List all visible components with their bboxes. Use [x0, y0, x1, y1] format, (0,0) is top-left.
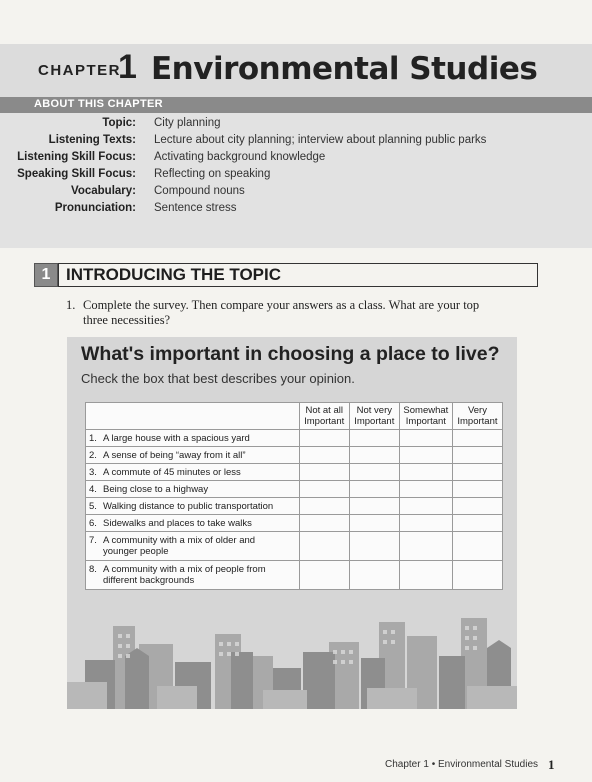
running-footer: Chapter 1 • Environmental Studies [385, 759, 539, 770]
survey-row [86, 447, 503, 464]
info-value: Activating background knowledge [154, 151, 326, 163]
survey-item [86, 498, 300, 515]
survey-item [86, 430, 300, 447]
survey-table [85, 402, 503, 590]
answer-cell-not-very[interactable] [349, 498, 399, 515]
answer-cell-somewhat[interactable] [399, 464, 452, 481]
item-text: Being close to a highway [103, 483, 209, 495]
info-label: Vocabulary: [71, 185, 136, 197]
answer-cell-not-at-all[interactable] [299, 532, 349, 561]
column-header-not-very [349, 403, 399, 430]
chapter-title: Environmental Studies [151, 51, 538, 87]
item-text: Walking distance to public transportation [103, 500, 274, 512]
item-number: 1. [89, 432, 97, 444]
item-number: 2. [89, 449, 97, 461]
column-header-line: Not at all [305, 405, 343, 416]
survey-row [86, 515, 503, 532]
city-skyline-illustration [67, 612, 517, 709]
info-row-topic [0, 117, 592, 134]
info-label: Topic: [102, 117, 136, 129]
item-text: A large house with a spacious yard [103, 432, 250, 444]
column-header-line: Important [457, 416, 498, 427]
survey-item [86, 481, 300, 498]
answer-cell-not-very[interactable] [349, 447, 399, 464]
item-number: 8. [89, 564, 97, 575]
section-title: INTRODUCING THE TOPIC [66, 265, 282, 284]
item-number: 4. [89, 483, 97, 495]
answer-cell-not-very[interactable] [349, 464, 399, 481]
item-number: 5. [89, 500, 97, 512]
item-text: A community with a mix of older and younger people [103, 535, 256, 557]
info-value: City planning [154, 117, 221, 129]
survey-item [86, 464, 300, 481]
answer-cell-very[interactable] [452, 561, 502, 590]
info-label: Listening Texts: [48, 134, 136, 146]
section-number: 1 [34, 263, 58, 287]
info-label: Speaking Skill Focus: [17, 168, 136, 180]
answer-cell-very[interactable] [452, 481, 502, 498]
info-row-pronunciation [0, 202, 592, 219]
answer-cell-very[interactable] [452, 532, 502, 561]
chapter-info-table [0, 117, 592, 219]
answer-cell-not-at-all[interactable] [299, 430, 349, 447]
answer-cell-very[interactable] [452, 447, 502, 464]
survey-row [86, 561, 503, 590]
item-text: Sidewalks and places to take walks [103, 517, 252, 529]
survey-row [86, 481, 503, 498]
answer-cell-somewhat[interactable] [399, 515, 452, 532]
chapter-label: CHAPTER [38, 62, 122, 79]
answer-cell-very[interactable] [452, 498, 502, 515]
survey-subtitle: Check the box that best describes your opinion. [81, 371, 355, 386]
answer-cell-somewhat[interactable] [399, 532, 452, 561]
survey-row [86, 498, 503, 515]
answer-cell-not-at-all[interactable] [299, 447, 349, 464]
answer-cell-somewhat[interactable] [399, 430, 452, 447]
item-number: 7. [89, 535, 97, 546]
survey-row [86, 532, 503, 561]
answer-cell-very[interactable] [452, 464, 502, 481]
answer-cell-not-very[interactable] [349, 532, 399, 561]
instruction-number: 1. [66, 298, 76, 312]
answer-cell-not-at-all[interactable] [299, 464, 349, 481]
info-value: Compound nouns [154, 185, 245, 197]
item-number: 3. [89, 466, 97, 478]
survey-item [86, 532, 300, 561]
column-header-somewhat [399, 403, 452, 430]
column-header-line: Important [304, 416, 345, 427]
answer-cell-very[interactable] [452, 430, 502, 447]
info-row-vocabulary [0, 185, 592, 202]
answer-cell-somewhat[interactable] [399, 561, 452, 590]
survey-header-blank [86, 403, 300, 430]
info-row-speaking-skill [0, 168, 592, 185]
survey-row [86, 464, 503, 481]
answer-cell-somewhat[interactable] [399, 498, 452, 515]
about-chapter-heading: ABOUT THIS CHAPTER [34, 98, 163, 110]
item-number: 6. [89, 517, 97, 529]
info-value: Reflecting on speaking [154, 168, 271, 180]
column-header-very [452, 403, 502, 430]
chapter-number: 1 [118, 48, 137, 86]
info-label: Pronunciation: [54, 202, 136, 214]
column-header-not-at-all [299, 403, 349, 430]
info-row-listening-texts [0, 134, 592, 151]
survey-row [86, 430, 503, 447]
survey-item [86, 515, 300, 532]
survey-item [86, 447, 300, 464]
column-header-line: Important [354, 416, 395, 427]
column-header-line: Not very [356, 405, 392, 416]
answer-cell-not-very[interactable] [349, 515, 399, 532]
answer-cell-somewhat[interactable] [399, 447, 452, 464]
instruction-text: Complete the survey. Then compare your answers as a class. What are your top three necessities? [83, 298, 480, 327]
answer-cell-not-at-all[interactable] [299, 515, 349, 532]
column-header-line: Somewhat [403, 405, 449, 416]
answer-cell-not-at-all[interactable] [299, 498, 349, 515]
page-number: 1 [548, 757, 555, 772]
answer-cell-not-very[interactable] [349, 561, 399, 590]
item-text: A commute of 45 minutes or less [103, 466, 241, 478]
answer-cell-somewhat[interactable] [399, 481, 452, 498]
answer-cell-not-at-all[interactable] [299, 561, 349, 590]
answer-cell-not-very[interactable] [349, 430, 399, 447]
column-header-line: Very [467, 405, 487, 416]
answer-cell-not-at-all[interactable] [299, 481, 349, 498]
info-label: Listening Skill Focus: [17, 151, 136, 163]
answer-cell-very[interactable] [452, 515, 502, 532]
item-text: A sense of being “away from it all” [103, 449, 246, 461]
answer-cell-not-very[interactable] [349, 481, 399, 498]
item-text: A community with a mix of people from different backgrounds [103, 564, 266, 586]
survey-item [86, 561, 300, 590]
column-header-line: Important [405, 416, 446, 427]
info-value: Sentence stress [154, 202, 237, 214]
info-row-listening-skill [0, 151, 592, 168]
survey-header-row [86, 403, 503, 430]
survey-title: What's important in choosing a place to live? [81, 343, 500, 365]
info-value: Lecture about city planning; interview about planning public parks [154, 134, 487, 146]
